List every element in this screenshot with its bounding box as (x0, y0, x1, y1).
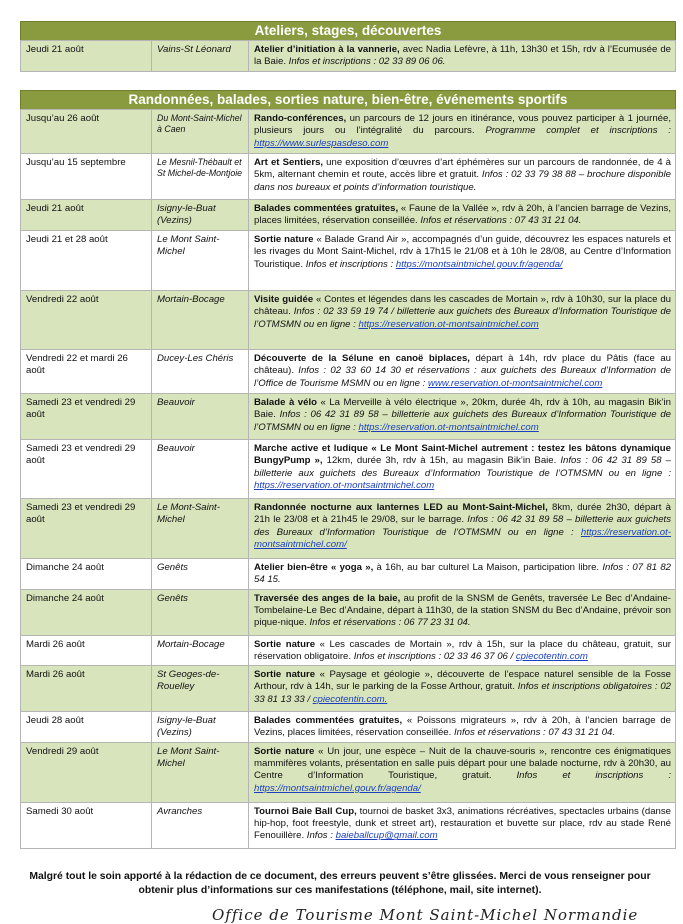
event-text: « Un jour, une espèce – Nuit de la chauve-souris », rencontre ces énigmatiques mammifères volants, présentation en salle puis départ pour une balade nocturne, rdv à 20h30, au Centre d’Information Touristique, gratuit. (254, 745, 671, 782)
event-text: une exposition d’œuvres d’art éphémères sur un parcours de randonnée, de 4 à 5km, alternant chemin et route, accès libre et gratuit. (254, 157, 671, 181)
event-place: Ducey-Les Chéris (152, 350, 249, 394)
event-date: Vendredi 22 et mardi 26 août (21, 350, 152, 394)
event-title: Tournoi Baie Ball Cup, (254, 805, 357, 817)
event-place: Beauvoir (152, 394, 249, 440)
event-description (249, 802, 676, 848)
event-description (249, 499, 676, 559)
event-title: Sortie nature (254, 234, 314, 245)
event-text: « Balade Grand Air », accompagnés d’un guide, découvrez les espaces naturels et les rivages du Mont Saint-Michel, rdv à 17h15 le 21/08 et à 10h le 28/08, au Centre d’Information Touristique. (254, 234, 671, 270)
event-info: Infos et inscriptions : (491, 770, 671, 782)
event-info: Programme complet et inscriptions : (474, 125, 671, 137)
event-place: Genêts (152, 559, 249, 590)
table-row (21, 110, 676, 154)
event-info: Infos : 02 33 59 19 74 / billetterie aux guichets des Bureaux d’Information Touristique de l’OTMSMN ou en ligne : (254, 306, 671, 330)
event-description (249, 200, 676, 231)
event-place: Mortain-Bocage (152, 291, 249, 350)
event-info: Infos : 06 42 31 89 58 – billetterie aux guichets des Bureaux d’Information Touristique de l’OTMSMN ou en ligne : (254, 409, 671, 433)
event-date: Jusqu’au 15 septembre (21, 154, 152, 200)
event-title: Marche active et ludique « Le Mont Saint-Michel autrement : testez les bâtons dynamique BungyPump », (254, 443, 671, 467)
event-info: Infos et inscriptions : (303, 258, 394, 270)
event-text: « Poissons migrateurs », rdv à 20h, à l’ancien barrage de Vezins, places limitées, réservation conseillée. (254, 715, 671, 739)
event-date: Jeudi 21 août (21, 41, 152, 72)
event-text: 12km, durée 3h, rdv à 15h, au magasin Bik’in Baie. (322, 455, 557, 467)
event-text: « Contes et légendes dans les cascades de Mortain », rdv à 10h30, sur la place du château. (254, 294, 672, 318)
event-description (249, 291, 676, 350)
event-place: Avranches (152, 802, 249, 848)
table-row (21, 440, 676, 499)
event-link[interactable]: https://www.surlespasdeso.com (254, 137, 389, 149)
event-link[interactable]: cpiecotentin.com. (312, 693, 388, 705)
event-place: Du Mont-Saint-Michel à Caen (152, 110, 249, 154)
event-text: tournoi de basket 3x3, animations récréatives, spectacles urbains (danse hip-hop, foot freestyle, dunk et street art), restauration et buvette sur place, rdv au stade René Fenouillère. (254, 805, 671, 842)
event-title: Balades commentées gratuites, (254, 715, 403, 727)
event-description (249, 41, 676, 72)
event-title: Atelier bien-être « yoga », (254, 562, 374, 573)
event-place: Isigny-le-Buat (Vezins) (152, 712, 249, 743)
event-place: Mortain-Bocage (152, 635, 249, 666)
event-title: Randonnée nocturne aux lanternes LED au Mont-Saint-Michel, (254, 502, 548, 513)
section-title-randonnees: Randonnées, balades, sorties nature, bien-être, événements sportifs (20, 90, 676, 110)
event-title: Balade à vélo (254, 397, 317, 408)
event-description (249, 742, 676, 802)
event-date: Jusqu’au 26 août (21, 110, 152, 154)
event-text: départ à 14h, rdv place du Pâtis (face au château). (254, 353, 671, 377)
event-info: Infos et réservations : 06 77 23 31 04. (306, 617, 471, 629)
events-table-ateliers (20, 40, 676, 72)
event-text: « Les cascades de Mortain », rdv à 15h, sur la place du château, gratuit, sur réservation obligatoire. (254, 638, 671, 662)
event-description (249, 231, 676, 291)
event-date: Jeudi 21 et 28 août (21, 231, 152, 291)
table-row (21, 291, 676, 350)
event-description (249, 394, 676, 440)
event-info: Infos : 02 33 79 38 88 – brochure disponible dans nos bureaux et points d’information touristique. (254, 169, 671, 193)
event-info: Infos et inscriptions obligatoires : 02 33 81 13 33 / (254, 681, 672, 705)
event-date: Vendredi 22 août (21, 291, 152, 350)
event-title: Sortie nature (254, 745, 315, 757)
section-title-ateliers: Ateliers, stages, découvertes (20, 21, 676, 41)
disclaimer-text: Malgré tout le soin apporté à la rédaction de ce document, des erreurs peuvent s’être glissées. Merci de vous renseigner pour obtenir plus d’informations sur ces manifestations (téléphone, mail, site internet). (29, 871, 651, 896)
event-title: Traversée des anges de la baie, (254, 592, 401, 604)
event-description (249, 635, 676, 666)
event-date: Dimanche 24 août (21, 589, 152, 635)
event-info: Infos et inscriptions : 02 33 89 06 06. (286, 56, 446, 68)
event-link[interactable]: https://montsaintmichel.gouv.fr/agenda/ (395, 258, 563, 270)
event-date: Mardi 26 août (21, 666, 152, 712)
event-link[interactable]: https://montsaintmichel.gouv.fr/agenda/ (254, 782, 421, 794)
event-date: Vendredi 29 août (21, 742, 152, 802)
event-place: Le Mesnil-Thébault et St Michel-de-Montjoie (152, 154, 249, 200)
table-row (21, 559, 676, 590)
event-text: à 16h, au bar culturel La Maison, participation libre. (373, 562, 600, 573)
event-text: avec Nadia Lefèvre, à 11h, 13h30 et 15h, rdv à l’Ecumusée de la Baie. (254, 44, 671, 68)
table-row (21, 41, 676, 72)
event-description (249, 712, 676, 743)
table-row (21, 742, 676, 802)
event-text: « Faune de la Vallée », rdv à 20h, à l’ancien barrage de Vezins, places limitées, réservation conseillée. (254, 203, 672, 227)
event-title: Sortie nature (254, 669, 316, 681)
event-description (249, 110, 676, 154)
event-date: Dimanche 24 août (21, 559, 152, 590)
event-title: Art et Sentiers, (254, 157, 324, 168)
event-description (249, 350, 676, 394)
event-description (249, 154, 676, 200)
event-link[interactable]: https://reservation.ot-montsaintmichel.com (358, 318, 539, 330)
event-description (249, 440, 676, 499)
event-date: Jeudi 21 août (21, 200, 152, 231)
event-place: St Geoges-de-Rouelley (152, 666, 249, 712)
event-info: Infos : (304, 830, 333, 842)
event-info: Infos et réservations : 07 43 31 21 04. (417, 215, 582, 227)
signature-text: Office de Tourisme Mont Saint-Michel Normandie (212, 906, 639, 924)
event-text: un parcours de 12 jours en itinérance, vous pouvez participer à 1 journée, plusieurs jours ou l’intégralité du parcours. (254, 113, 671, 137)
event-place: Vains-St Léonard (152, 41, 249, 72)
event-info: Infos : 06 42 31 89 58 – billetterie aux guichets des Bureaux d’Information Touristique de l’OTMSMN ou en ligne : (254, 514, 671, 538)
event-text: « Paysage et géologie », découverte de l’espace naturel sensible de la Fosse Arthour, rdv à 14h, sur le parking de la Fosse Arthour, gratuit. (254, 669, 671, 693)
event-description (249, 559, 676, 590)
event-link[interactable]: cpiecotentin.com (515, 650, 588, 662)
event-link[interactable]: https://reservation.ot-montsaintmichel.com/ (254, 526, 671, 550)
event-title: Atelier d’initiation à la vannerie, (254, 44, 400, 55)
event-title: Visite guidée (254, 294, 314, 305)
event-place: Le Mont-Saint-Michel (152, 499, 249, 559)
table-row (21, 231, 676, 291)
event-place: Beauvoir (152, 440, 249, 499)
event-info: Infos : 02 33 60 14 30 et réservations : aux guichets des Bureaux d’Information de l’Office de Tourisme MSMN ou en ligne : (254, 365, 671, 389)
event-info: Infos : 06 42 31 89 58 – billetterie aux guichets des Bureaux d’Information Touristique de l’OTMSMN ou en ligne : (254, 455, 671, 479)
table-row (21, 200, 676, 231)
event-title: Balades commentées gratuites, (254, 203, 399, 214)
event-text: 8km, durée 2h30, départ à 21h le 23/08 et à 21h45 le 29/08, sur le barrage. (254, 502, 671, 526)
table-row (21, 712, 676, 743)
table-row (21, 154, 676, 200)
event-link[interactable]: https://reservation.ot-montsaintmichel.com (254, 479, 435, 491)
table-row (21, 350, 676, 394)
event-date: Samedi 30 août (21, 802, 152, 848)
table-row (21, 589, 676, 635)
event-info: Infos et réservations : 07 43 31 21 04. (451, 727, 616, 739)
event-link[interactable]: www.reservation.ot-montsaintmichel.com (428, 377, 603, 389)
event-date: Mardi 26 août (21, 635, 152, 666)
table-row (21, 666, 676, 712)
event-place: Genêts (152, 589, 249, 635)
event-title: Découverte de la Sélune en canoë biplaces, (254, 353, 470, 364)
event-date: Samedi 23 et vendredi 29 août (21, 394, 152, 440)
event-place: Le Mont Saint-Michel (152, 231, 249, 291)
event-title: Sortie nature (254, 638, 316, 650)
event-title: Rando-conférences, (254, 113, 347, 124)
events-table-randonnees (20, 109, 676, 849)
event-text: « La Merveille à vélo électrique », 20km, durée 4h, rdv à 10h, au magasin Bik’in Baie. (254, 397, 671, 421)
event-description (249, 666, 676, 712)
event-date: Samedi 23 et vendredi 29 août (21, 499, 152, 559)
event-link[interactable]: baieballcup@gmail.com (335, 830, 438, 842)
event-place: Le Mont Saint-Michel (152, 742, 249, 802)
event-description (249, 589, 676, 635)
event-place: Isigny-le-Buat (Vezins) (152, 200, 249, 231)
event-info: Infos et inscriptions : 02 33 46 37 06 / (351, 650, 514, 662)
event-text: au profit de la SNSM de Genêts, traversée Le Bec d’Andaine-Tombelaine-Le Bec d’Andaine, départ à 11h30, de la station SNSM du Bec d’Andaine, prévoir son pique-nique. (254, 592, 671, 629)
event-info: Infos : 07 81 82 54 15. (254, 562, 672, 586)
event-link[interactable]: https://reservation.ot-montsaintmichel.com (358, 421, 539, 433)
event-date: Jeudi 28 août (21, 712, 152, 743)
table-row (21, 635, 676, 666)
table-row (21, 394, 676, 440)
event-date: Samedi 23 et vendredi 29 août (21, 440, 152, 499)
table-row (21, 499, 676, 559)
table-row (21, 802, 676, 848)
